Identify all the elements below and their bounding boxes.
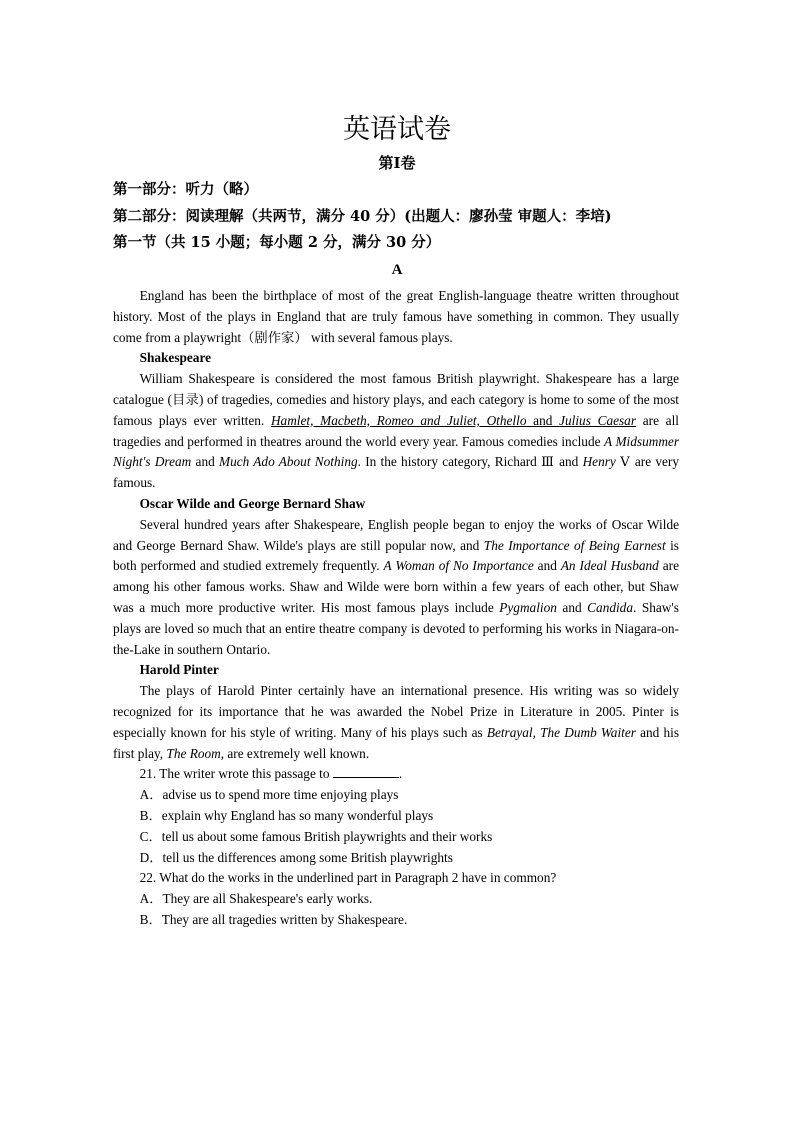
title-husband: An Ideal Husband	[560, 558, 659, 574]
underlined-and: and	[526, 412, 560, 428]
section-part2: 第二部分：阅读理解（共两节，满分 40 分）(出题人：廖孙莹 审题人：李培)	[113, 208, 612, 225]
section-part1: 第一部分：听力（略）	[113, 181, 258, 198]
pinter-text-2: and his first play,	[113, 724, 679, 761]
q21-option-b: B．explain why England has so many wonderful plays	[139, 807, 434, 823]
question-22: 22. What do the works in the underlined part in Paragraph 2 have in common?	[139, 870, 557, 886]
heading-shakespeare: Shakespeare	[139, 350, 212, 366]
q21-option-d: D．tell us the differences among some British playwrights	[139, 849, 453, 865]
q21-option-a: A．advise us to spend more time enjoying plays	[139, 787, 399, 803]
question-21-end: .	[398, 766, 403, 782]
shakespeare-text-6: Ⅴ are very famous.	[113, 454, 679, 491]
shakespeare-text-5: . In the history category, Richard Ⅲ and	[357, 454, 583, 470]
shakespeare-text-2: of tragedies, comedies and history plays, and each category is home to some of the most famous plays ever written.	[113, 391, 680, 428]
intro-text: England has been the birthplace of most of the great English-language theatre written throughout history. Most of the plays in England that are truly famous have something in common. They usually come from a playwright	[113, 288, 679, 345]
heading-pinter: Harold Pinter	[139, 662, 219, 678]
volume-label: 第Ⅰ卷	[378, 154, 416, 172]
shakespeare-text-3: are all tragedies and performed in theatres around the world every year. Famous comedies include	[113, 412, 679, 449]
title-henry: Henry	[582, 454, 616, 470]
title-betrayal: Betrayal, The Dumb Waiter	[486, 724, 636, 740]
underlined-title-caesar: Julius Caesar	[559, 412, 637, 428]
q21-option-c: C．tell us about some famous British playwrights and their works	[139, 828, 493, 844]
shakespeare-text: William Shakespeare is considered the most famous British playwright. Shakespeare has a large catalogue	[113, 371, 679, 407]
passage-letter: A	[391, 262, 403, 278]
wilde-text-6: . Shaw's plays are loved so much that an entire theatre company is devoted to performing his works in Niagara-on-the-Lake in southern Ontario.	[113, 599, 679, 657]
title-woman: A Woman of No Importance	[383, 558, 534, 574]
underlined-titles: Hamlet, Macbeth, Romeo and Juliet, Othello	[270, 412, 527, 428]
title-candida: Candida	[587, 599, 633, 615]
q22-option-b: B．They are all tragedies written by Shakespeare.	[139, 911, 408, 927]
wilde-text: Several hundred years after Shakespeare, English people began to enjoy the works of Oscar Wilde and George Bernard Shaw. Wilde's plays are still popular now, and	[113, 516, 679, 553]
shakespeare-paragraph	[113, 369, 679, 494]
intro-text-end: with several famous plays.	[307, 329, 453, 345]
title-much-ado: Much Ado About Nothing	[219, 454, 358, 470]
pinter-text-3: are extremely well known.	[224, 745, 370, 761]
q22-option-a: A．They are all Shakespeare's early works.	[139, 891, 373, 907]
intro-paragraph	[113, 286, 679, 348]
pinter-text: The plays of Harold Pinter certainly have an international presence. His writing was so widely recognized for its importance that he was awarded the Nobel Prize in Literature in 2005. Pinter is especially known for his style of writing. Many of his plays such as	[113, 683, 679, 740]
wilde-text-2: is both performed and studied extremely frequently.	[113, 537, 679, 574]
title-pygmalion: Pygmalion	[499, 599, 557, 615]
wilde-paragraph	[113, 515, 679, 661]
question-21	[113, 764, 679, 785]
wilde-text-3: and	[533, 558, 561, 574]
answer-blank	[333, 765, 399, 778]
heading-wilde-shaw: Oscar Wilde and George Bernard Shaw	[139, 495, 366, 511]
shakespeare-gloss: (目录)	[167, 391, 204, 407]
question-21-stem: 21. The writer wrote this passage to	[139, 766, 333, 782]
section-sec1: 第一节（共 15 小题；每小题 2 分，满分 30 分）	[113, 234, 441, 251]
shakespeare-text-4: and	[191, 454, 220, 470]
title-room: The Room,	[166, 745, 225, 761]
passage-body	[113, 286, 679, 931]
wilde-text-5: and	[556, 599, 588, 615]
page-title: 英语试卷	[343, 114, 451, 145]
pinter-paragraph	[113, 681, 679, 764]
wilde-text-4: are among his other famous works. Shaw and Wilde were born within a few years of each other, but Shaw was a much more productive writer. His most famous plays include	[113, 558, 679, 615]
title-midsummer: A Midsummer Night's Dream	[113, 433, 680, 470]
title-earnest: The Importance of Being Earnest	[483, 537, 666, 553]
intro-gloss: （剧作家）	[241, 329, 308, 345]
